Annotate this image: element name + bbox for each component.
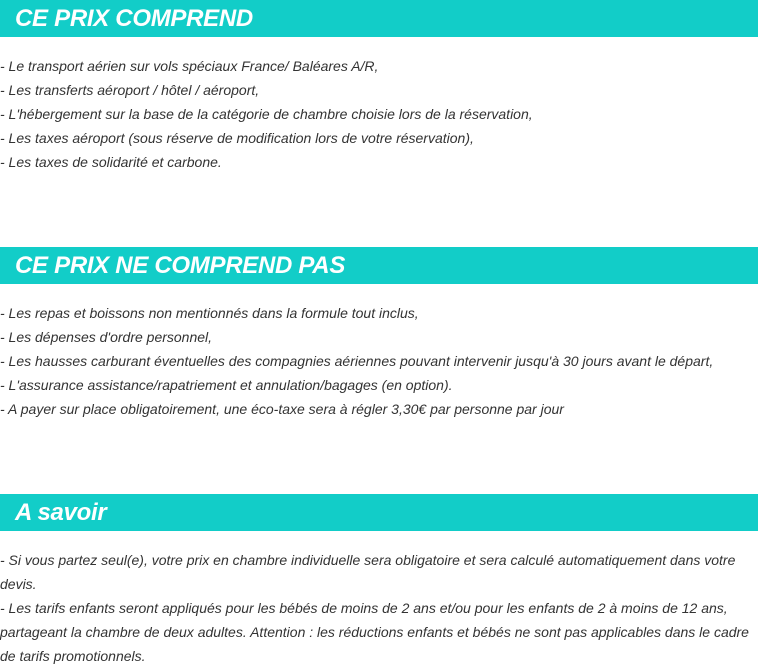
list-item: - Les taxes de solidarité et carbone. <box>0 154 222 170</box>
section-title: CE PRIX NE COMPREND PAS <box>15 252 346 279</box>
section-body <box>0 284 758 421</box>
list-item: - L'assurance assistance/rapatriement et annulation/bagages (en option). <box>0 377 453 393</box>
section-header <box>0 0 758 37</box>
list-item: - Si vous partez seul(e), votre prix en chambre individuelle sera obligatoire et sera calculé automatiquement dans votre devis. <box>0 552 736 592</box>
list-item: - Les repas et boissons non mentionnés dans la formule tout inclus, <box>0 305 419 321</box>
section-body <box>0 531 758 668</box>
list-item: - Les hausses carburant éventuelles des compagnies aériennes pouvant intervenir jusqu'à 30 jours avant le départ, <box>0 353 714 369</box>
section-good-to-know <box>0 494 758 668</box>
list-item: - Le transport aérien sur vols spéciaux France/ Baléares A/R, <box>0 58 379 74</box>
section-title: CE PRIX COMPREND <box>15 5 253 32</box>
list-item: - Les tarifs enfants seront appliqués pour les bébés de moins de 2 ans et/ou pour les enfants de 2 à moins de 12 ans, partageant la chambre de deux adultes. Attention : les réductions enfants et bébés ne sont pas applicables dans le cadre de tarifs promotionnels. <box>0 600 749 664</box>
list-item: - A payer sur place obligatoirement, une éco-taxe sera à régler 3,30€ par personne par jour <box>0 401 564 417</box>
list-item: - Les dépenses d'ordre personnel, <box>0 329 213 345</box>
list-item: - Les transferts aéroport / hôtel / aéroport, <box>0 82 260 98</box>
section-header <box>0 247 758 284</box>
section-body <box>0 37 758 174</box>
section-price-includes <box>0 0 758 174</box>
section-price-excludes <box>0 247 758 421</box>
list-item: - L'hébergement sur la base de la catégorie de chambre choisie lors de la réservation, <box>0 106 533 122</box>
section-header <box>0 494 758 531</box>
list-item: - Les taxes aéroport (sous réserve de modification lors de votre réservation), <box>0 130 474 146</box>
section-title: A savoir <box>15 499 107 526</box>
